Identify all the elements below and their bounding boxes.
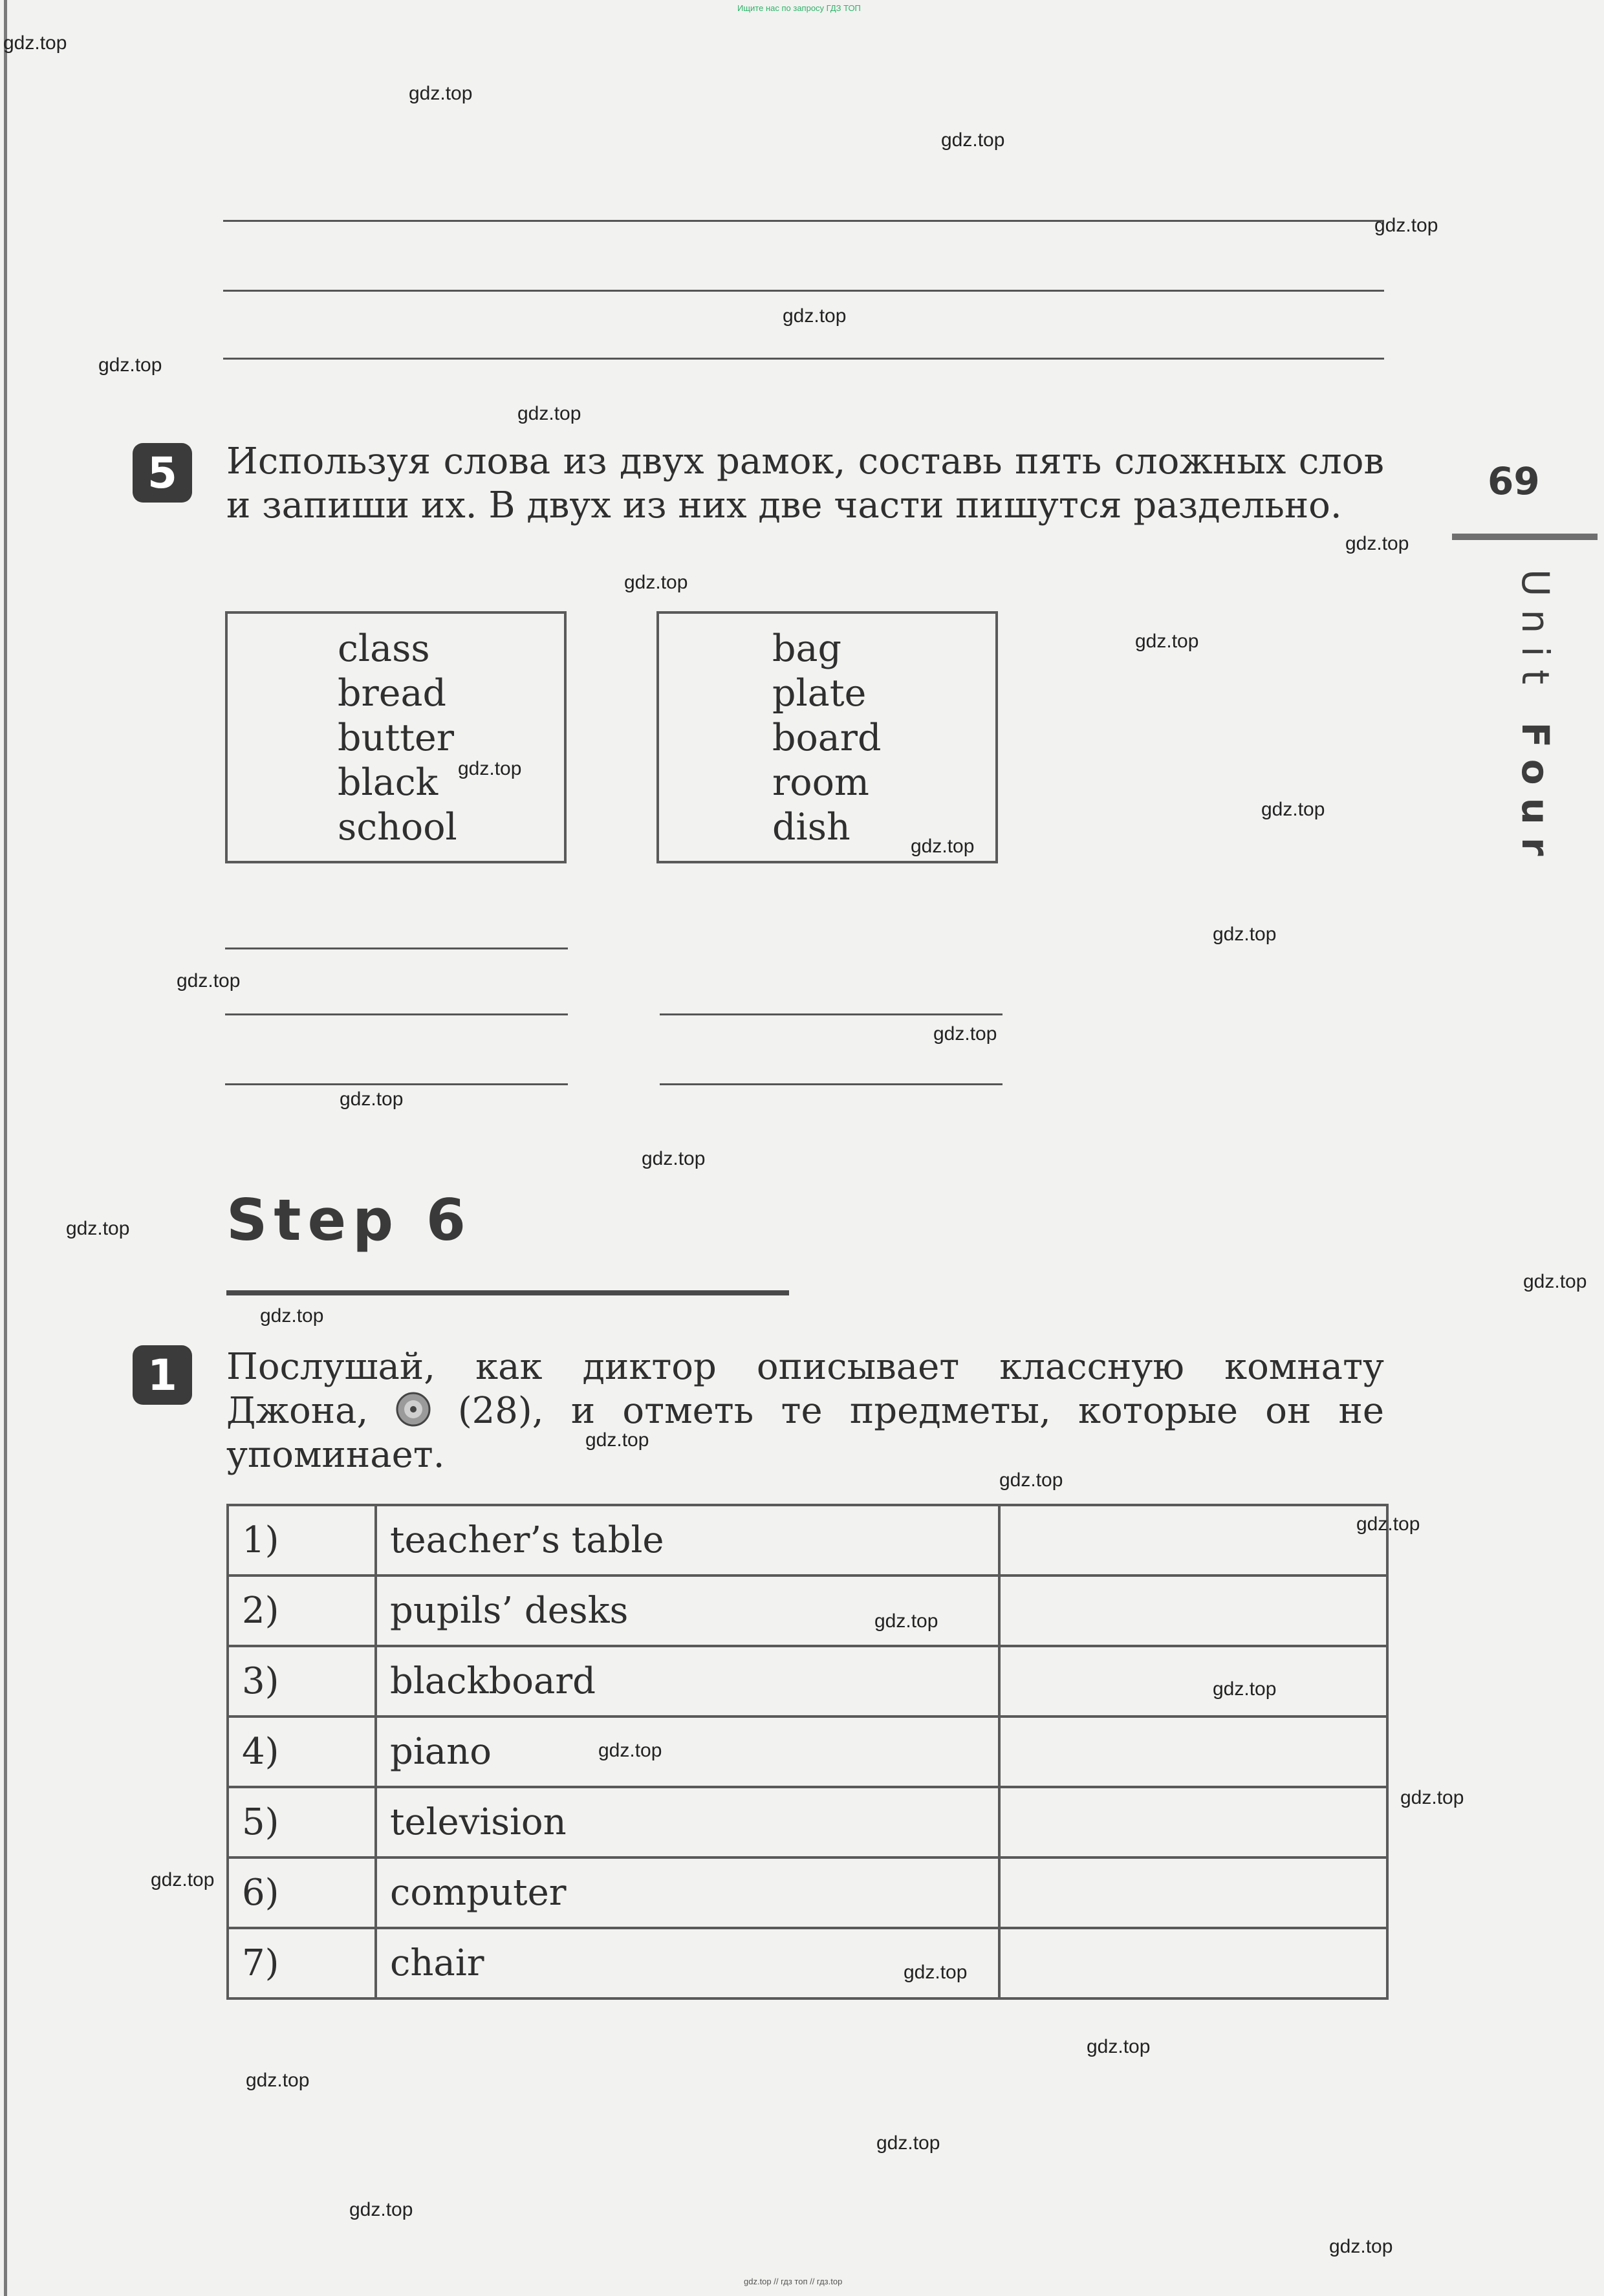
row-item: television <box>376 1787 999 1857</box>
checkbox-cell[interactable] <box>999 1646 1387 1717</box>
task1-text-part1: Послушай, как диктор описывает классную комнату Джона, <box>226 1346 1384 1432</box>
unit-label-word: Unit <box>1513 569 1557 698</box>
unit-label-number: Four <box>1513 722 1557 869</box>
items-table <box>226 1504 1389 2000</box>
watermark: gdz.top <box>783 305 847 327</box>
answer-line[interactable] <box>660 1013 1002 1015</box>
watermark: gdz.top <box>1087 2036 1151 2057</box>
watermark: gdz.top <box>999 1469 1063 1491</box>
row-number: 6) <box>228 1857 376 1928</box>
watermark: gdz.top <box>66 1218 130 1239</box>
watermark: gdz.top <box>260 1305 324 1327</box>
checkbox-cell[interactable] <box>999 1857 1387 1928</box>
answer-line[interactable] <box>225 948 568 949</box>
watermark: gdz.top <box>98 354 162 376</box>
table-row <box>228 1787 1387 1857</box>
watermark: gdz.top <box>585 1429 649 1451</box>
checkbox-cell[interactable] <box>999 1505 1387 1576</box>
answer-line[interactable] <box>223 220 1384 222</box>
watermark: gdz.top <box>874 1610 938 1632</box>
watermark: gdz.top <box>177 970 241 991</box>
footer-note: gdz.top // гдз топ // гдз.top <box>744 2277 843 2286</box>
checkbox-cell[interactable] <box>999 1576 1387 1646</box>
watermark: gdz.top <box>941 129 1005 151</box>
row-number: 5) <box>228 1787 376 1857</box>
word: plate <box>772 672 867 715</box>
page-margin-shadow <box>4 0 7 2296</box>
task-number-badge: 5 <box>133 443 192 503</box>
row-item: blackboard <box>376 1646 999 1717</box>
row-number: 7) <box>228 1928 376 1998</box>
checkbox-cell[interactable] <box>999 1787 1387 1857</box>
watermark: gdz.top <box>3 32 67 54</box>
watermark: gdz.top <box>642 1148 706 1169</box>
watermark: gdz.top <box>1213 1678 1277 1700</box>
row-item: pupils’ desks <box>376 1576 999 1646</box>
word-box-right <box>656 611 998 863</box>
word: bread <box>338 672 446 715</box>
row-number: 4) <box>228 1717 376 1787</box>
header-note: Ищите нас по запросу ГДЗ ТОП <box>737 3 861 13</box>
step-divider <box>226 1290 789 1295</box>
task-number-badge: 1 <box>133 1345 192 1405</box>
checkbox-cell[interactable] <box>999 1717 1387 1787</box>
watermark: gdz.top <box>598 1740 662 1761</box>
step-title: Step 6 <box>226 1187 472 1253</box>
row-number: 3) <box>228 1646 376 1717</box>
table-row <box>228 1505 1387 1576</box>
word-box-left <box>225 611 567 863</box>
watermark: gdz.top <box>1374 215 1438 236</box>
watermark: gdz.top <box>1345 533 1409 554</box>
watermark: gdz.top <box>458 758 522 779</box>
row-number: 1) <box>228 1505 376 1576</box>
watermark: gdz.top <box>1135 631 1199 652</box>
watermark: gdz.top <box>246 2070 310 2091</box>
watermark: gdz.top <box>911 836 975 857</box>
answer-line[interactable] <box>225 1013 568 1015</box>
watermark: gdz.top <box>1213 924 1277 945</box>
watermark: gdz.top <box>340 1088 404 1110</box>
answer-line[interactable] <box>223 290 1384 292</box>
table-row <box>228 1576 1387 1646</box>
word: room <box>772 761 869 804</box>
watermark: gdz.top <box>517 403 581 424</box>
watermark: gdz.top <box>349 2199 413 2220</box>
watermark: gdz.top <box>409 83 473 104</box>
watermark: gdz.top <box>1356 1513 1420 1535</box>
word: butter <box>338 717 454 759</box>
answer-line[interactable] <box>660 1083 1002 1085</box>
task5-instruction: Используя слова из двух рамок, составь пять сложных слов и запиши их. В двух из них две части пишутся раздельно. <box>226 440 1384 526</box>
table-row <box>228 1928 1387 1998</box>
row-item: computer <box>376 1857 999 1928</box>
watermark: gdz.top <box>624 572 688 593</box>
watermark: gdz.top <box>933 1023 997 1045</box>
word: black <box>338 761 439 804</box>
watermark: gdz.top <box>1261 799 1325 820</box>
row-item: piano <box>376 1717 999 1787</box>
watermark: gdz.top <box>876 2132 940 2154</box>
task1-instruction <box>226 1345 1384 1477</box>
checkbox-cell[interactable] <box>999 1928 1387 1998</box>
row-item: chair <box>376 1928 999 1998</box>
unit-label <box>1513 569 1557 869</box>
word: class <box>338 627 430 670</box>
row-item: teacher’s table <box>376 1505 999 1576</box>
audio-cd-icon[interactable] <box>396 1392 431 1427</box>
answer-line[interactable] <box>225 1083 568 1085</box>
watermark: gdz.top <box>904 1962 968 1983</box>
watermark: gdz.top <box>151 1869 215 1890</box>
word: school <box>338 806 457 849</box>
watermark: gdz.top <box>1400 1787 1464 1808</box>
answer-line[interactable] <box>223 358 1384 360</box>
table-row <box>228 1717 1387 1787</box>
page-number: 69 <box>1488 459 1540 503</box>
word: dish <box>772 806 851 849</box>
word: board <box>772 717 882 759</box>
unit-divider <box>1452 534 1598 540</box>
row-number: 2) <box>228 1576 376 1646</box>
watermark: gdz.top <box>1523 1271 1587 1292</box>
word: bag <box>772 627 841 670</box>
task1-text-part2: (28), и отметь те предметы, которые он не упоминает. <box>226 1390 1384 1476</box>
watermark: gdz.top <box>1329 2236 1393 2257</box>
table-row <box>228 1857 1387 1928</box>
